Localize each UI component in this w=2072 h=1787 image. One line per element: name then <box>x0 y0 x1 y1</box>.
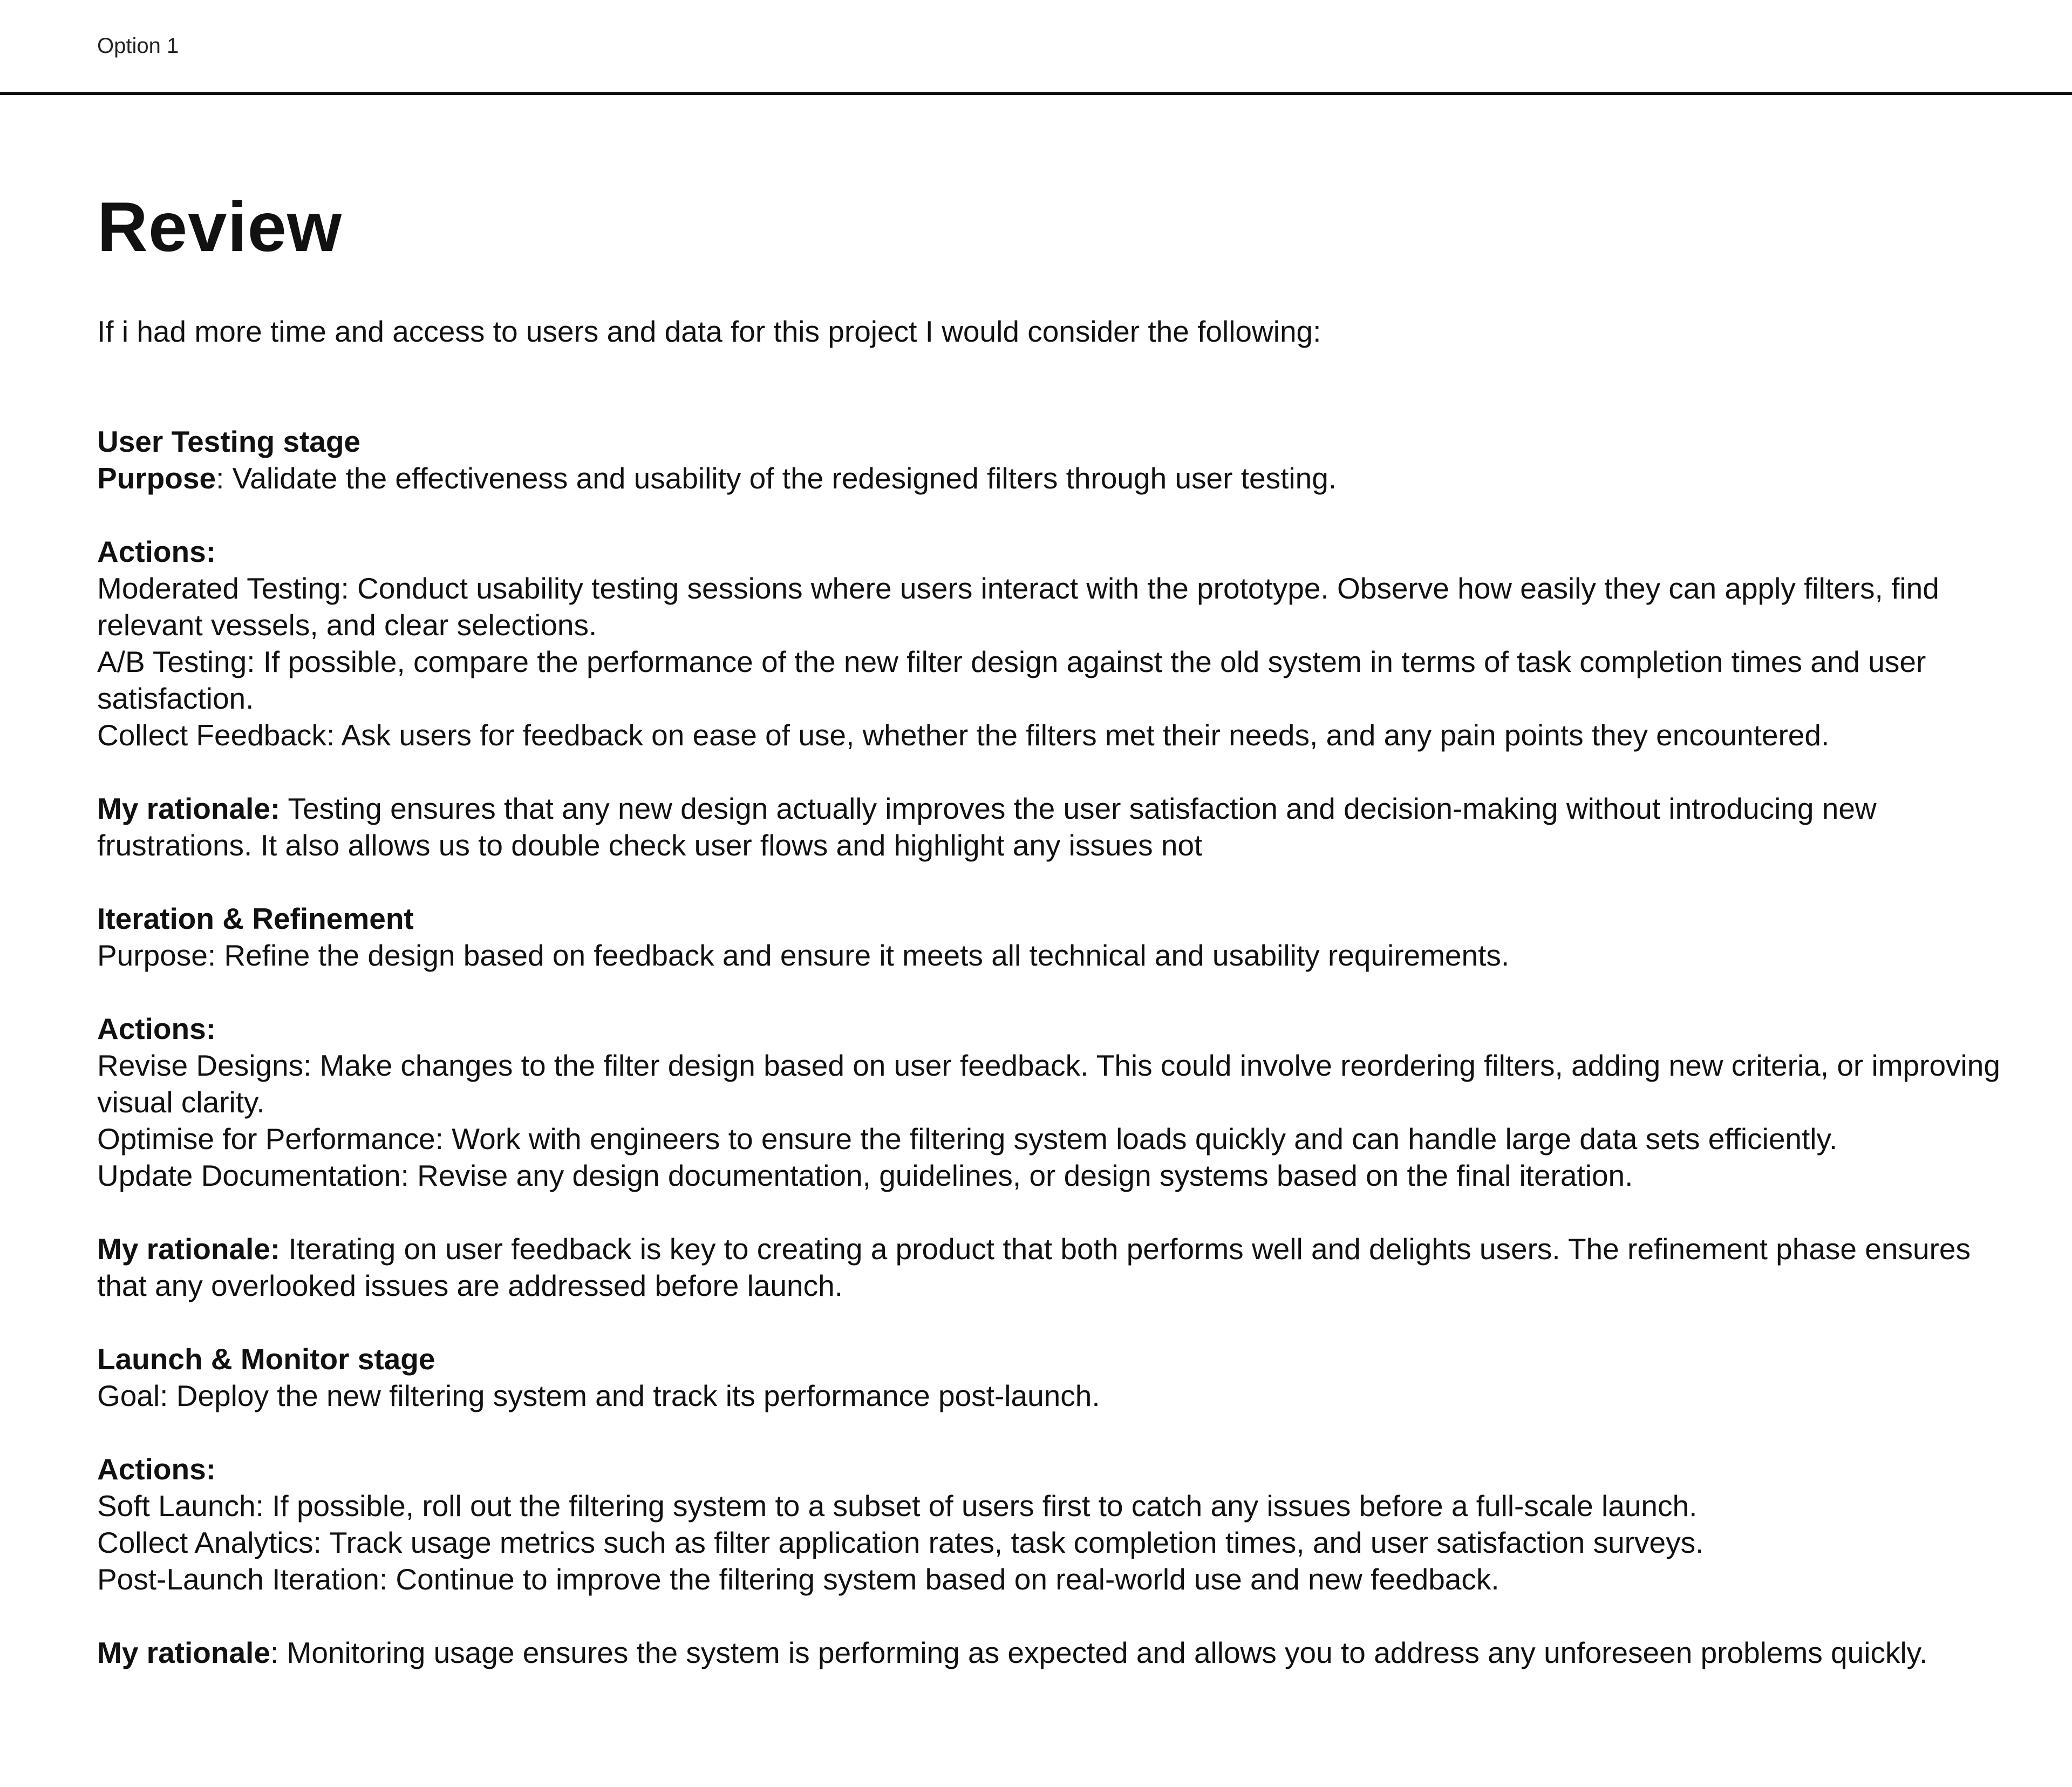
action-item: Collect Analytics: Track usage metrics such as filter application rates, task completion times, and user satisfaction surveys. <box>97 1526 1704 1559</box>
action-item: Collect Feedback: Ask users for feedback on ease of use, whether the filters met their needs, and any pain points they encountered. <box>97 718 1830 752</box>
actions-label: Actions: <box>97 1012 216 1045</box>
option-label: Option 1 <box>97 34 179 58</box>
action-item: Moderated Testing: Conduct usability testing sessions where users interact with the prototype. Observe how easily they can apply filters, find relevant vessels, and clear selections. <box>97 572 1939 642</box>
action-item: Post-Launch Iteration: Continue to improve the filtering system based on real-world use and new feedback. <box>97 1562 1500 1596</box>
section-purpose: Purpose: Refine the design based on feedback and ensure it meets all technical and usability requirements. <box>97 939 1510 972</box>
action-item: A/B Testing: If possible, compare the performance of the new filter design against the old system in terms of task completion times and user satisfaction. <box>97 645 1926 715</box>
section-rationale <box>97 1634 2018 1671</box>
rationale-text: Iterating on user feedback is key to creating a product that both performs well and delights users. The refinement phase ensures that any overlooked issues are addressed before launch. <box>97 1232 1971 1302</box>
actions-label: Actions: <box>97 1452 216 1486</box>
action-item: Soft Launch: If possible, roll out the filtering system to a subset of users first to catch any issues before a full-scale launch. <box>97 1489 1698 1523</box>
review-content <box>97 184 2018 1671</box>
section-heading: User Testing stage <box>97 425 361 458</box>
rationale-text: Testing ensures that any new design actually improves the user satisfaction and decision-making without introducing new frustrations. It also allows us to double check user flows and highlight any issues not <box>97 792 1877 862</box>
spacer <box>97 497 2018 533</box>
rationale-label: My rationale: <box>97 1232 281 1266</box>
action-item: Revise Designs: Make changes to the filter design based on user feedback. This could involve reordering filters, adding new criteria, or improving visual clarity. <box>97 1049 2000 1119</box>
rationale-label: My rationale: <box>97 792 281 825</box>
spacer <box>97 753 2018 790</box>
section-purpose <box>97 460 2018 497</box>
section-user-testing <box>97 423 2018 900</box>
rationale-label: My rationale <box>97 1636 270 1669</box>
spacer <box>97 1194 2018 1231</box>
section-rationale <box>97 790 2018 864</box>
purpose-text: : Validate the effectiveness and usability of the redesigned filters through user testing. <box>216 461 1337 495</box>
action-item: Update Documentation: Revise any design documentation, guidelines, or design systems based on the final iteration. <box>97 1159 1633 1192</box>
spacer <box>97 1414 2018 1451</box>
section-rationale <box>97 1231 2018 1304</box>
top-bar <box>0 0 2072 95</box>
section-heading: Iteration & Refinement <box>97 902 414 935</box>
section-iteration-refinement <box>97 900 2018 1341</box>
actions-label: Actions: <box>97 535 216 568</box>
section-heading: Launch & Monitor stage <box>97 1342 435 1376</box>
purpose-label: Purpose <box>97 461 216 495</box>
action-item: Optimise for Performance: Work with engineers to ensure the filtering system loads quickly and can handle large data sets efficiently. <box>97 1122 1838 1156</box>
page-title: Review <box>97 187 343 266</box>
section-launch-monitor <box>97 1341 2018 1671</box>
section-purpose: Goal: Deploy the new filtering system and track its performance post-launch. <box>97 1379 1100 1412</box>
spacer <box>97 864 2018 900</box>
spacer <box>97 1304 2018 1341</box>
rationale-text: : Monitoring usage ensures the system is performing as expected and allows you to address any unforeseen problems quickly. <box>270 1636 1928 1669</box>
spacer <box>97 974 2018 1010</box>
intro-text: If i had more time and access to users and data for this project I would consider the following: <box>97 315 1321 348</box>
spacer <box>97 1598 2018 1634</box>
